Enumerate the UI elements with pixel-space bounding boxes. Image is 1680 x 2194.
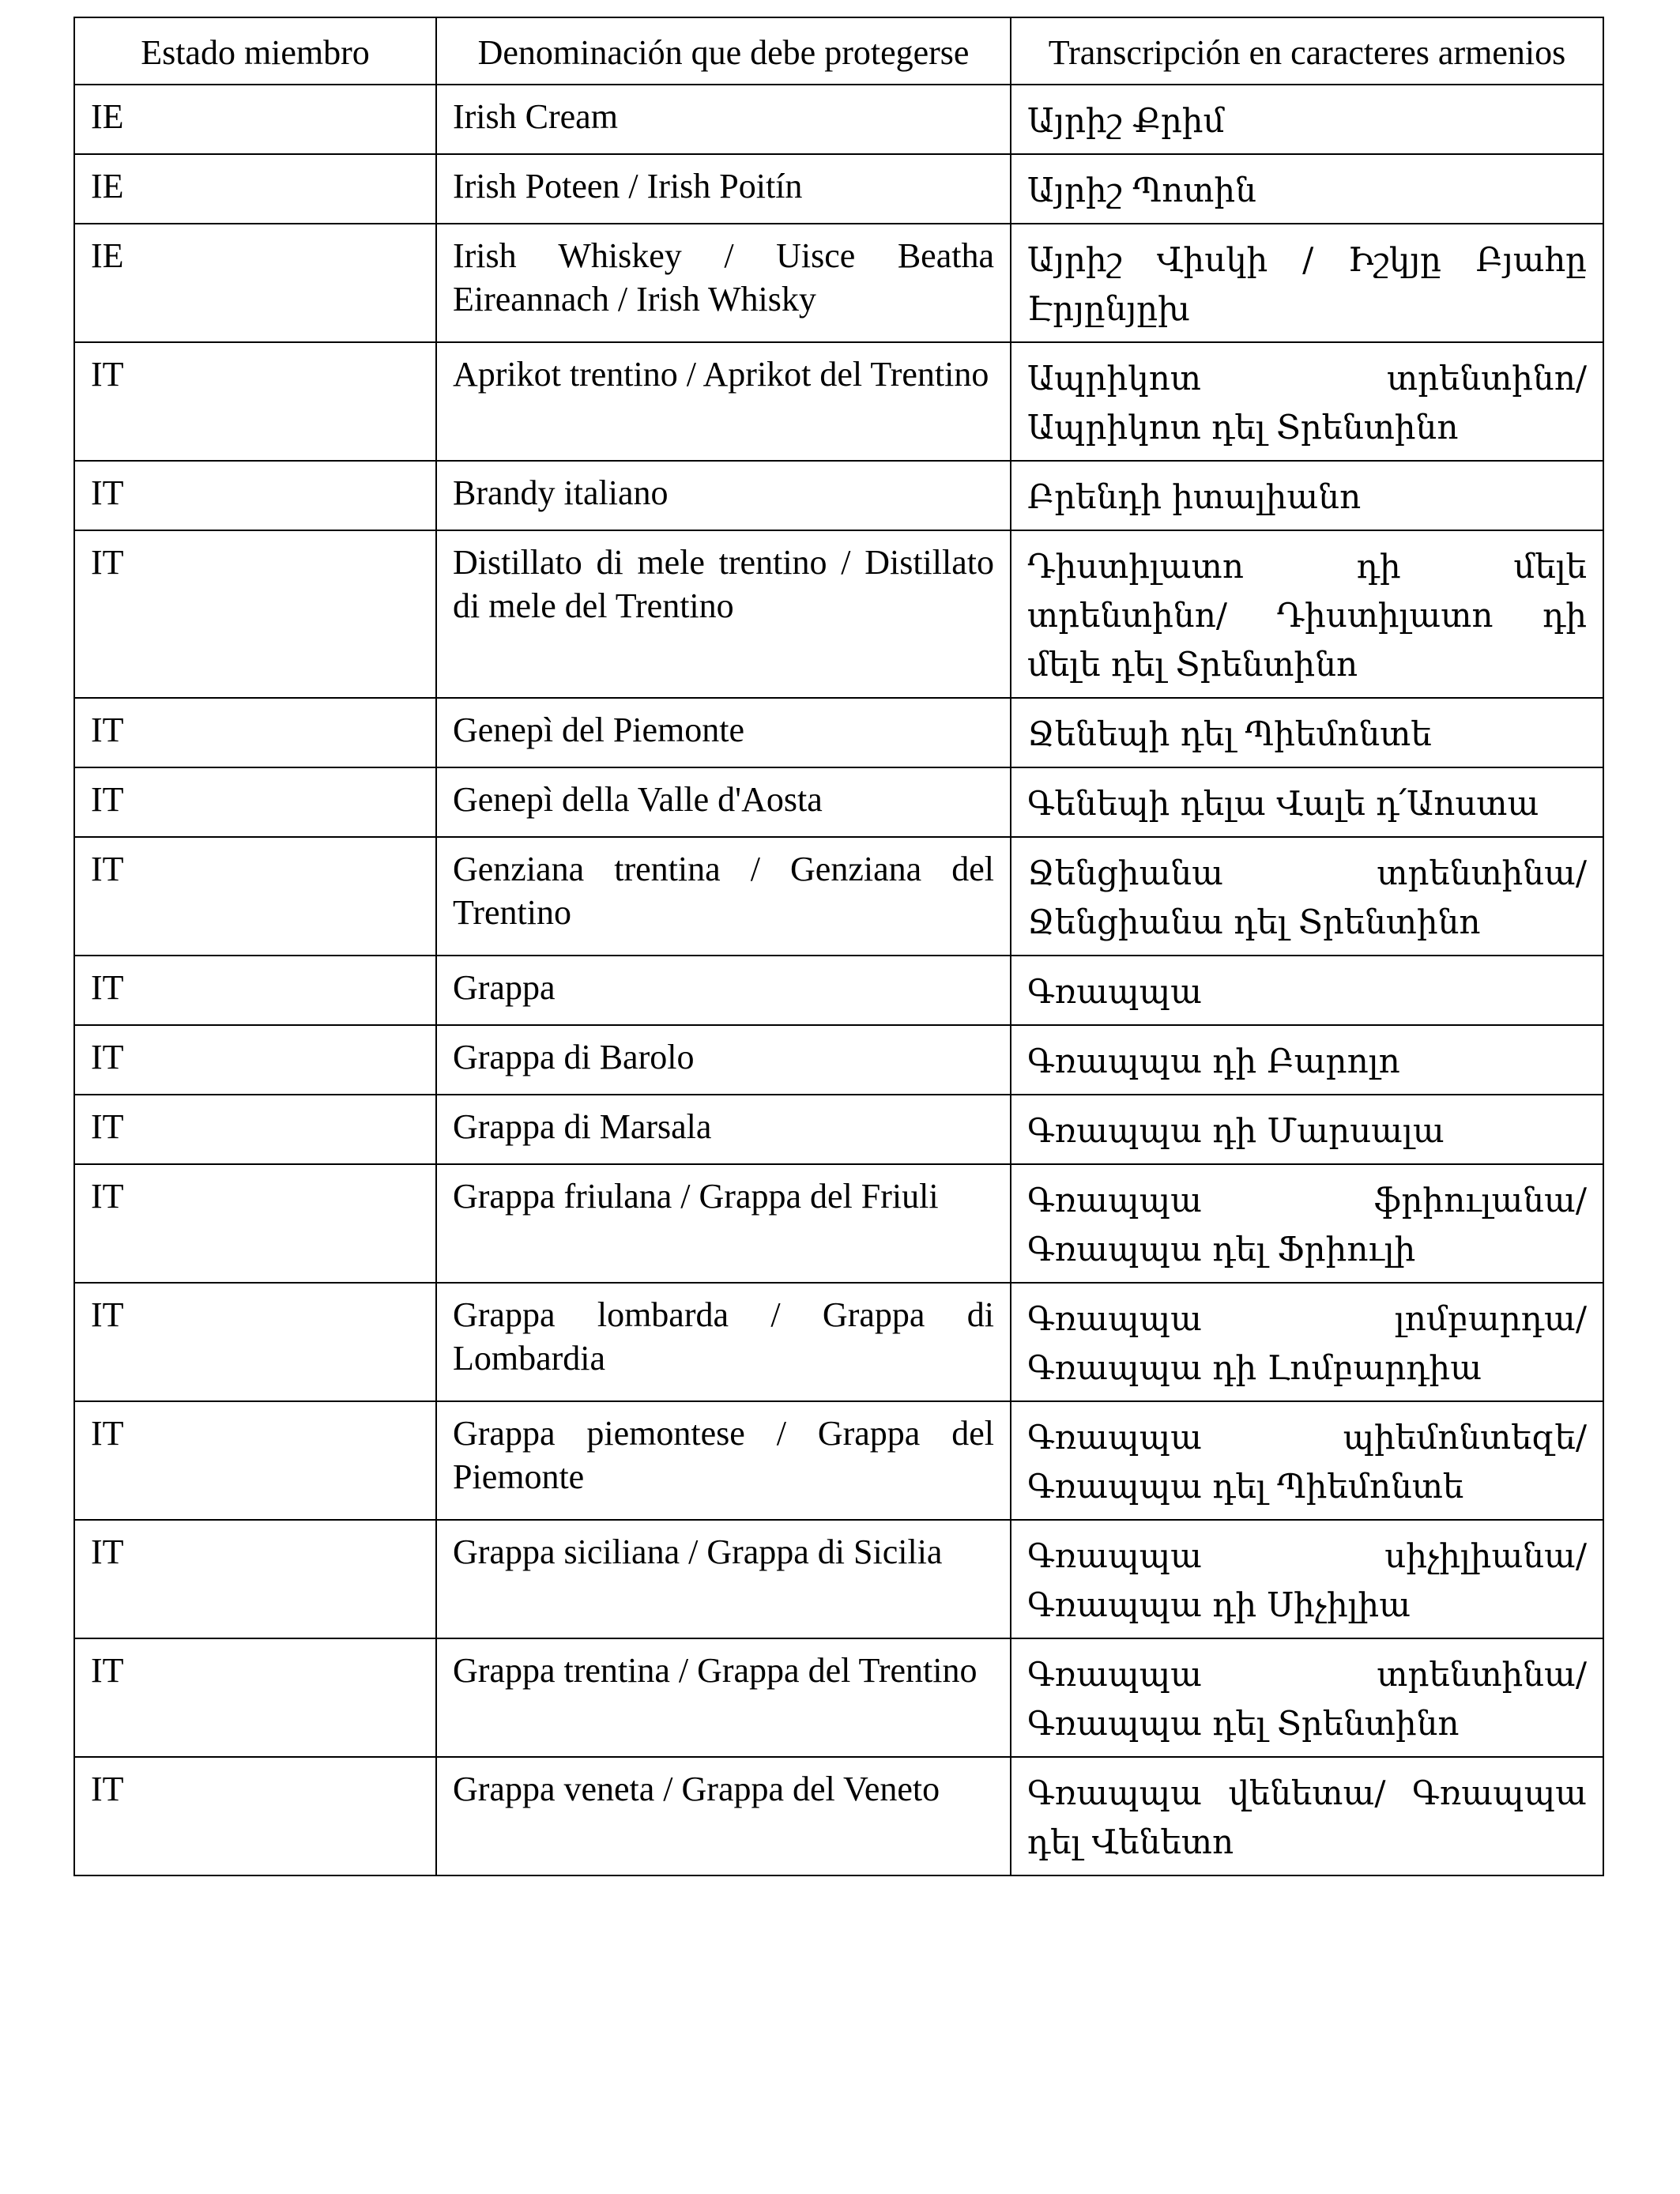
table-row bbox=[74, 1638, 1603, 1757]
member-state-cell: IT bbox=[74, 956, 436, 1025]
armenian-transcription-cell: Գռապպա լոմբարդա/ Գռապպա դի Լոմբարդիա bbox=[1011, 1283, 1603, 1401]
header-armenian-transcription: Transcripción en caracteres armenios bbox=[1011, 17, 1603, 85]
member-state-cell: IT bbox=[74, 342, 436, 461]
table-row bbox=[74, 698, 1603, 767]
table-row bbox=[74, 154, 1603, 224]
armenian-transcription-cell: Գռապպա պիեմոնտեզե/ Գռապպա դել Պիեմոնտե bbox=[1011, 1401, 1603, 1520]
armenian-transcription-cell: Գռապպա ֆրիուլանա/ Գռապպա դել Ֆրիուլի bbox=[1011, 1164, 1603, 1283]
header-row bbox=[74, 17, 1603, 85]
member-state-cell: IT bbox=[74, 1757, 436, 1875]
member-state-cell: IT bbox=[74, 1095, 436, 1164]
denomination-cell: Genepì della Valle d'Aosta bbox=[436, 767, 1011, 837]
denominations-table bbox=[73, 17, 1604, 1876]
member-state-cell: IT bbox=[74, 837, 436, 956]
denomination-cell: Genziana trentina / Genziana del Trentino bbox=[436, 837, 1011, 956]
denomination-cell: Aprikot trentino / Aprikot del Trentino bbox=[436, 342, 1011, 461]
member-state-cell: IT bbox=[74, 1401, 436, 1520]
table-row bbox=[74, 85, 1603, 154]
member-state-cell: IE bbox=[74, 154, 436, 224]
denomination-cell: Grappa di Barolo bbox=[436, 1025, 1011, 1095]
member-state-cell: IT bbox=[74, 1283, 436, 1401]
member-state-cell: IT bbox=[74, 1025, 436, 1095]
table-row bbox=[74, 1025, 1603, 1095]
member-state-cell: IT bbox=[74, 530, 436, 698]
denomination-cell: Brandy italiano bbox=[436, 461, 1011, 530]
table-row bbox=[74, 1164, 1603, 1283]
member-state-cell: IE bbox=[74, 85, 436, 154]
denomination-cell: Grappa friulana / Grappa del Friuli bbox=[436, 1164, 1011, 1283]
armenian-transcription-cell: Այրիշ Քրիմ bbox=[1011, 85, 1603, 154]
member-state-cell: IT bbox=[74, 767, 436, 837]
member-state-cell: IT bbox=[74, 461, 436, 530]
denomination-cell: Irish Whiskey / Uisce Beatha Eireannach / Irish Whisky bbox=[436, 224, 1011, 342]
member-state-cell: IT bbox=[74, 1520, 436, 1638]
armenian-transcription-cell: Այրիշ Պոտին bbox=[1011, 154, 1603, 224]
armenian-transcription-cell: Դիստիլատո դի մելե տրենտինո/ Դիստիլատո դի մելե դել Տրենտինո bbox=[1011, 530, 1603, 698]
table-row bbox=[74, 1757, 1603, 1875]
denomination-cell: Irish Poteen / Irish Poitín bbox=[436, 154, 1011, 224]
denomination-cell: Grappa trentina / Grappa del Trentino bbox=[436, 1638, 1011, 1757]
member-state-cell: IE bbox=[74, 224, 436, 342]
header-denomination: Denominación que debe protegerse bbox=[436, 17, 1011, 85]
table-row bbox=[74, 1520, 1603, 1638]
armenian-transcription-cell: Ապրիկոտ տրենտինո/ Ապրիկոտ դել Տրենտինո bbox=[1011, 342, 1603, 461]
table-row bbox=[74, 767, 1603, 837]
table-body bbox=[74, 85, 1603, 1875]
table-row bbox=[74, 461, 1603, 530]
denomination-cell: Distillato di mele trentino / Distillato di mele del Trentino bbox=[436, 530, 1011, 698]
armenian-transcription-cell: Այրիշ Վիսկի / Իշկյը Բյահը Էրյընյըխ bbox=[1011, 224, 1603, 342]
armenian-transcription-cell: Ջենեպի դել Պիեմոնտե bbox=[1011, 698, 1603, 767]
denomination-cell: Grappa bbox=[436, 956, 1011, 1025]
table-row bbox=[74, 1095, 1603, 1164]
armenian-transcription-cell: Գռապպա վենետա/ Գռապպա դել Վենետո bbox=[1011, 1757, 1603, 1875]
armenian-transcription-cell: Բրենդի իտալիանո bbox=[1011, 461, 1603, 530]
table-row bbox=[74, 1401, 1603, 1520]
header-member-state: Estado miembro bbox=[74, 17, 436, 85]
armenian-transcription-cell: Ջենցիանա տրենտինա/ Ջենցիանա դել Տրենտինո bbox=[1011, 837, 1603, 956]
armenian-transcription-cell: Գռապպա սիչիլիանա/ Գռապպա դի Սիչիլիա bbox=[1011, 1520, 1603, 1638]
member-state-cell: IT bbox=[74, 1164, 436, 1283]
denomination-cell: Genepì del Piemonte bbox=[436, 698, 1011, 767]
denomination-cell: Grappa lombarda / Grappa di Lombardia bbox=[436, 1283, 1011, 1401]
table-row bbox=[74, 224, 1603, 342]
denomination-cell: Grappa piemontese / Grappa del Piemonte bbox=[436, 1401, 1011, 1520]
member-state-cell: IT bbox=[74, 1638, 436, 1757]
member-state-cell: IT bbox=[74, 698, 436, 767]
denomination-cell: Irish Cream bbox=[436, 85, 1011, 154]
table-row bbox=[74, 956, 1603, 1025]
table-row bbox=[74, 837, 1603, 956]
denomination-cell: Grappa siciliana / Grappa di Sicilia bbox=[436, 1520, 1011, 1638]
denomination-cell: Grappa veneta / Grappa del Veneto bbox=[436, 1757, 1011, 1875]
armenian-transcription-cell: Գռապպա տրենտինա/ Գռապպա դել Տրենտինո bbox=[1011, 1638, 1603, 1757]
table-header bbox=[74, 17, 1603, 85]
armenian-transcription-cell: Գռապպա դի Բարոլո bbox=[1011, 1025, 1603, 1095]
table-row bbox=[74, 530, 1603, 698]
armenian-transcription-cell: Գենեպի դելա Վալե դ՛Աոստա bbox=[1011, 767, 1603, 837]
armenian-transcription-cell: Գռապպա bbox=[1011, 956, 1603, 1025]
armenian-transcription-cell: Գռապպա դի Մարսալա bbox=[1011, 1095, 1603, 1164]
denomination-cell: Grappa di Marsala bbox=[436, 1095, 1011, 1164]
table-row bbox=[74, 342, 1603, 461]
table-row bbox=[74, 1283, 1603, 1401]
